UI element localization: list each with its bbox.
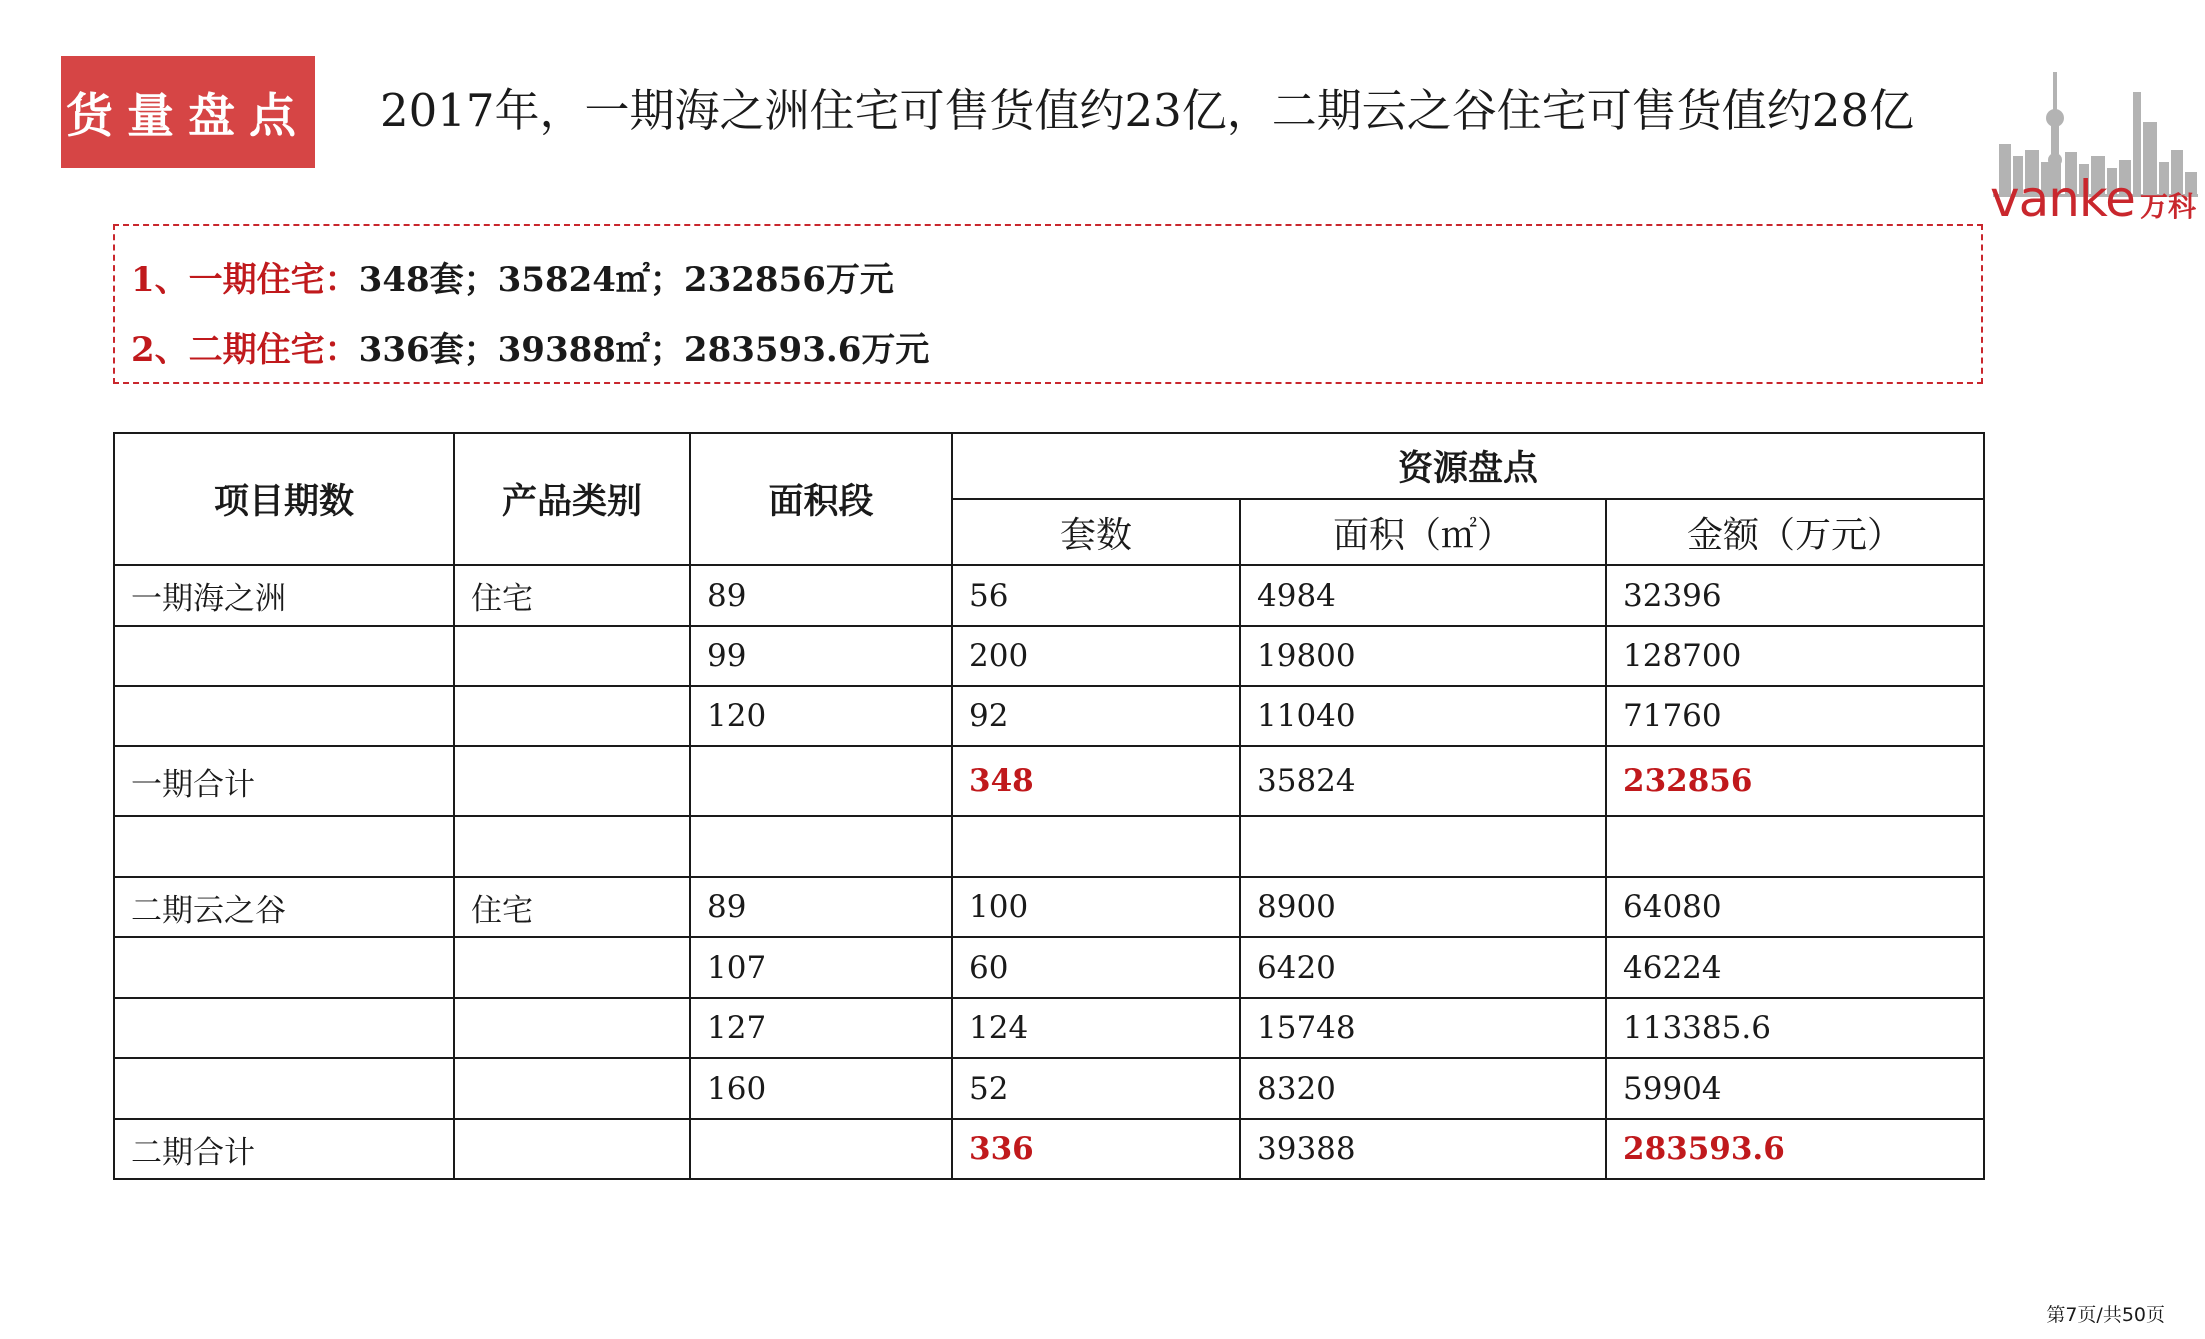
table-row xyxy=(114,877,1984,937)
table-row xyxy=(114,998,1984,1058)
header-amount: 金额（万元） xyxy=(1606,499,1984,565)
cell-amount: 283593.6 xyxy=(1606,1119,1984,1179)
cell-phase: 二期云之谷 xyxy=(114,877,454,937)
cell-phase xyxy=(114,937,454,998)
cell-units: 52 xyxy=(952,1058,1240,1119)
cell-units: 100 xyxy=(952,877,1240,937)
cell-area: 15748 xyxy=(1240,998,1606,1058)
cell-area-segment: 160 xyxy=(690,1058,952,1119)
header-row xyxy=(114,433,1984,499)
cell-area: 11040 xyxy=(1240,686,1606,746)
cell-area-segment xyxy=(690,1119,952,1179)
table-row xyxy=(114,816,1984,877)
summary-line-2 xyxy=(131,322,929,371)
cell-phase xyxy=(114,626,454,686)
cell-phase xyxy=(114,998,454,1058)
cell-phase: 一期合计 xyxy=(114,746,454,816)
page-number: 第7页/共50页 xyxy=(2046,1304,2165,1326)
header-area: 面积（㎡） xyxy=(1240,499,1606,565)
cell-phase: 一期海之洲 xyxy=(114,565,454,626)
cell-phase xyxy=(114,686,454,746)
cell-area: 6420 xyxy=(1240,937,1606,998)
cell-amount: 232856 xyxy=(1606,746,1984,816)
section-tag: 货量盘点 xyxy=(61,56,315,168)
page-headline: 2017年，一期海之洲住宅可售货值约23亿，二期云之谷住宅可售货值约28亿 xyxy=(380,84,1915,137)
cell-area-segment xyxy=(690,746,952,816)
cell-product: 住宅 xyxy=(454,565,690,626)
cell-product xyxy=(454,626,690,686)
vanke-wordmark xyxy=(1990,170,2205,230)
summary-label: 2、二期住宅： xyxy=(131,330,359,370)
summary-value: 348套；35824㎡；232856万元 xyxy=(358,260,894,300)
cell-area: 8320 xyxy=(1240,1058,1606,1119)
cell-product xyxy=(454,1119,690,1179)
summary-line-1 xyxy=(131,252,894,301)
cell-product xyxy=(454,746,690,816)
header-product: 产品类别 xyxy=(454,433,690,565)
cell-area-segment: 89 xyxy=(690,877,952,937)
cell-area-segment: 127 xyxy=(690,998,952,1058)
header-units: 套数 xyxy=(952,499,1240,565)
inventory-table xyxy=(113,432,1985,1180)
cell-area: 35824 xyxy=(1240,746,1606,816)
cell-units: 124 xyxy=(952,998,1240,1058)
cell-area-segment: 89 xyxy=(690,565,952,626)
cell-area: 8900 xyxy=(1240,877,1606,937)
cell-amount: 113385.6 xyxy=(1606,998,1984,1058)
header-phase: 项目期数 xyxy=(114,433,454,565)
brand-text: vanke xyxy=(1990,170,2135,228)
brand-cn-text: 万科 xyxy=(2139,190,2196,223)
cell-area: 19800 xyxy=(1240,626,1606,686)
cell-units: 92 xyxy=(952,686,1240,746)
cell-product xyxy=(454,686,690,746)
cell-amount xyxy=(1606,816,1984,877)
cell-phase xyxy=(114,816,454,877)
cell-units: 60 xyxy=(952,937,1240,998)
cell-units: 336 xyxy=(952,1119,1240,1179)
cell-units: 56 xyxy=(952,565,1240,626)
cell-product xyxy=(454,816,690,877)
cell-area: 4984 xyxy=(1240,565,1606,626)
cell-area-segment: 99 xyxy=(690,626,952,686)
table-row xyxy=(114,937,1984,998)
cell-units: 348 xyxy=(952,746,1240,816)
table-row xyxy=(114,1058,1984,1119)
summary-value: 336套；39388㎡；283593.6万元 xyxy=(358,330,930,370)
cell-area-segment xyxy=(690,816,952,877)
cell-product: 住宅 xyxy=(454,877,690,937)
cell-amount: 32396 xyxy=(1606,565,1984,626)
cell-amount: 46224 xyxy=(1606,937,1984,998)
table-row xyxy=(114,1119,1984,1179)
table-row xyxy=(114,626,1984,686)
cell-amount: 71760 xyxy=(1606,686,1984,746)
cell-amount: 64080 xyxy=(1606,877,1984,937)
cell-area-segment: 120 xyxy=(690,686,952,746)
cell-phase xyxy=(114,1058,454,1119)
header-area-segment: 面积段 xyxy=(690,433,952,565)
cell-product xyxy=(454,937,690,998)
cell-area xyxy=(1240,816,1606,877)
cell-amount: 128700 xyxy=(1606,626,1984,686)
cell-product xyxy=(454,1058,690,1119)
cell-area: 39388 xyxy=(1240,1119,1606,1179)
cell-units: 200 xyxy=(952,626,1240,686)
header-resource-group: 资源盘点 xyxy=(952,433,1984,499)
cell-units xyxy=(952,816,1240,877)
table-row xyxy=(114,686,1984,746)
table-row xyxy=(114,746,1984,816)
table-row xyxy=(114,565,1984,626)
cell-amount: 59904 xyxy=(1606,1058,1984,1119)
cell-phase: 二期合计 xyxy=(114,1119,454,1179)
summary-label: 1、一期住宅： xyxy=(131,260,359,300)
cell-area-segment: 107 xyxy=(690,937,952,998)
cell-product xyxy=(454,998,690,1058)
summary-box xyxy=(113,224,1983,384)
